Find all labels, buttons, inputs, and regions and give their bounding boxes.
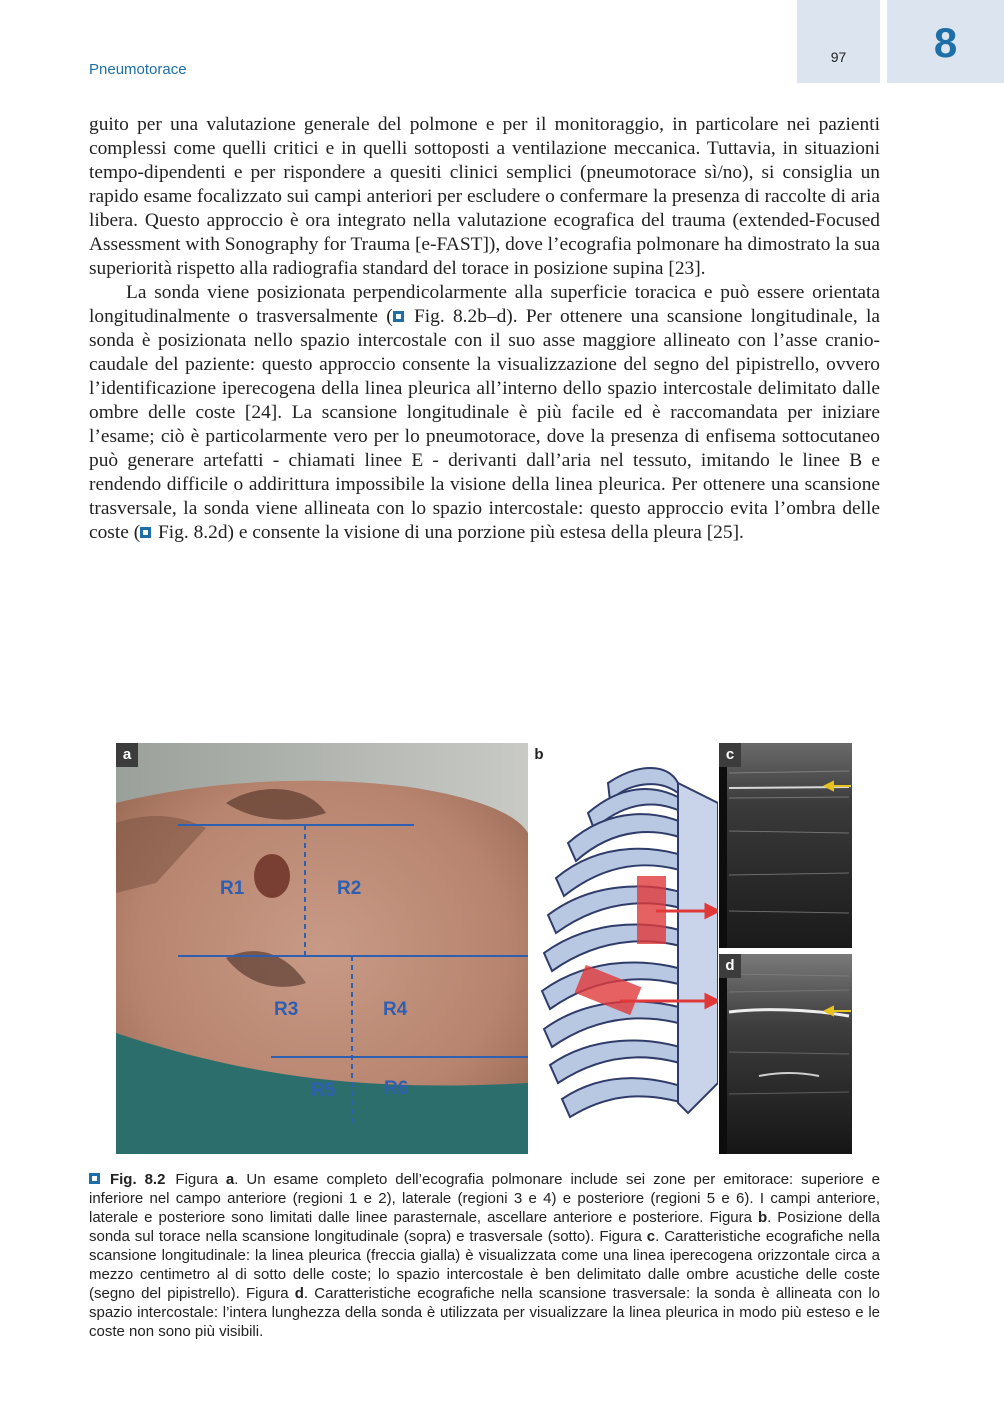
figure-icon [89,1173,100,1184]
figure-panel-d [719,954,852,1154]
zone-label: R1 [220,878,245,899]
caption-text: . Un esame completo dell’ecografia polmonare include sei zone per emitorace: superiore e inferiore nel campo anteriore (regioni 1 e 2), laterale (regioni 3 e 4) e posteriore (regioni 5 e 6). I campi anteriore, laterale e posteriore sono limitati dalle linee parasternale, ascellare anteriore e posteriore. Figura [89,1171,880,1226]
ultrasound-transverse [719,954,852,1154]
panel-letter: c [719,743,741,767]
zone-label: R5 [311,1080,336,1101]
paragraph-2-part-b: ). Per ottenere una scansione longitudinale, la sonda è posizionata nello spazio intercostale con il suo asse maggiore allineato con l’asse cranio-caudale del paziente: questo approccio consente la visualizzazione del segno del pipistrello, ovvero l’identificazione iperecogena della linea pleurica all’interno dello spazio intercostale delimitato dalle ombre delle coste [24]. La scansione longitudinale è più facile ed è raccomandata per iniziare l’esame; ciò è particolarmente vero per lo pneumotorace, dove la presenza di enfisema sottocutaneo può generare artefatti - chiamati linee E - derivanti dall’aria nel tessuto, imitando le linee B e rendendo difficile o addirittura impossibile la visione della linea pleurica. Per ottenere una scansione trasversale, la sonda viene allineata con lo spazio intercostale: questo approccio evita l’ombra delle coste ( [89,306,881,543]
caption-panel-key: b [757,1209,768,1226]
figure-reference-link[interactable]: Fig. 8.2d [158,522,228,543]
caption-text: . Caratteristiche ecografiche nella scansione longitudinale: la linea pleurica (freccia gialla) è visualizzata come una linea iperecogena orizzontale circa a mezzo centimetro al di sotto delle coste; lo spazio intercostale è ben delimitato dalle ombre acustiche delle coste (segno del pipistrello). Figura [89,1228,880,1302]
caption-text: . Caratteristiche ecografiche nella scansione trasversale: la sonda è allineata con lo spazio intercostale: l’intera lunghezza della sonda è utilizzata per visualizzare la linea pleurica in modo più esteso e le coste non sono più visibili. [89,1285,880,1340]
panel-letter: b [534,746,544,763]
figure-reference-link[interactable]: Fig. 8.2b–d [413,306,507,327]
figure-reference-icon [140,527,151,538]
zone-label: R6 [384,1078,409,1099]
figure-panel-b [528,743,718,1154]
running-title: Pneumotorace [89,61,187,78]
zone-label: R4 [383,999,408,1020]
nipple [254,854,290,898]
panel-letter: d [719,954,741,978]
paragraph-2-part-c: ) e consente la visione di una porzione più estesa della pleura [25]. [227,522,744,543]
figure-panel-a [116,743,528,1154]
panel-letter: a [116,743,138,767]
caption-text: . Posizione della sonda sul torace nella scansione longitudinale (sopra) e trasversale (sotto). Figura [89,1209,880,1245]
body-text [89,113,880,545]
rib-cage-drawing [528,743,718,1154]
figure-panel-c [719,743,852,948]
paragraph-2 [89,281,880,545]
chapter-tab [887,0,1004,83]
chest-photo [116,743,528,1154]
figure-label: Fig. 8.2 [109,1171,166,1188]
caption-text: Figura [175,1171,226,1188]
ultrasound-longitudinal [719,743,852,948]
figure-caption [89,1170,880,1341]
page-number-tab [797,0,880,83]
page-number: 97 [830,49,847,65]
chapter-number: 8 [933,19,958,66]
caption-panel-key: a [225,1171,235,1188]
paragraph-1: guito per una valutazione generale del polmone e per il monitoraggio, in particolare nei pazienti complessi come quelli critici e in quelli sottoposti a ventilazione meccanica. Tuttavia, in situazioni tempo-dipendenti e per rispondere a quesiti clinici semplici (pneumotorace sì/no), si consiglia un rapido esame focalizzato sui campi anteriori per escludere o confermare la presenza di raccolte di aria libera. Questo approccio è ora integrato nella valutazione ecografica del trauma (extended-Focused Assessment with Sonography for Trauma [e-FAST]), dove l’ecografia polmonare ha dimostrato la sua superiorità rispetto alla radiografia standard del torace in posizione supina [23]. [89,114,880,279]
zone-label: R2 [337,878,362,899]
caption-panel-key: d [294,1285,304,1302]
zone-label: R3 [274,999,299,1020]
paragraph-2-part-a: La sonda viene posizionata perpendicolarmente alla superficie toracica e può essere orientata longitudinalmente o trasversalmente ( [89,282,880,327]
figure-reference-icon [393,311,404,322]
caption-panel-key: c [646,1228,656,1245]
